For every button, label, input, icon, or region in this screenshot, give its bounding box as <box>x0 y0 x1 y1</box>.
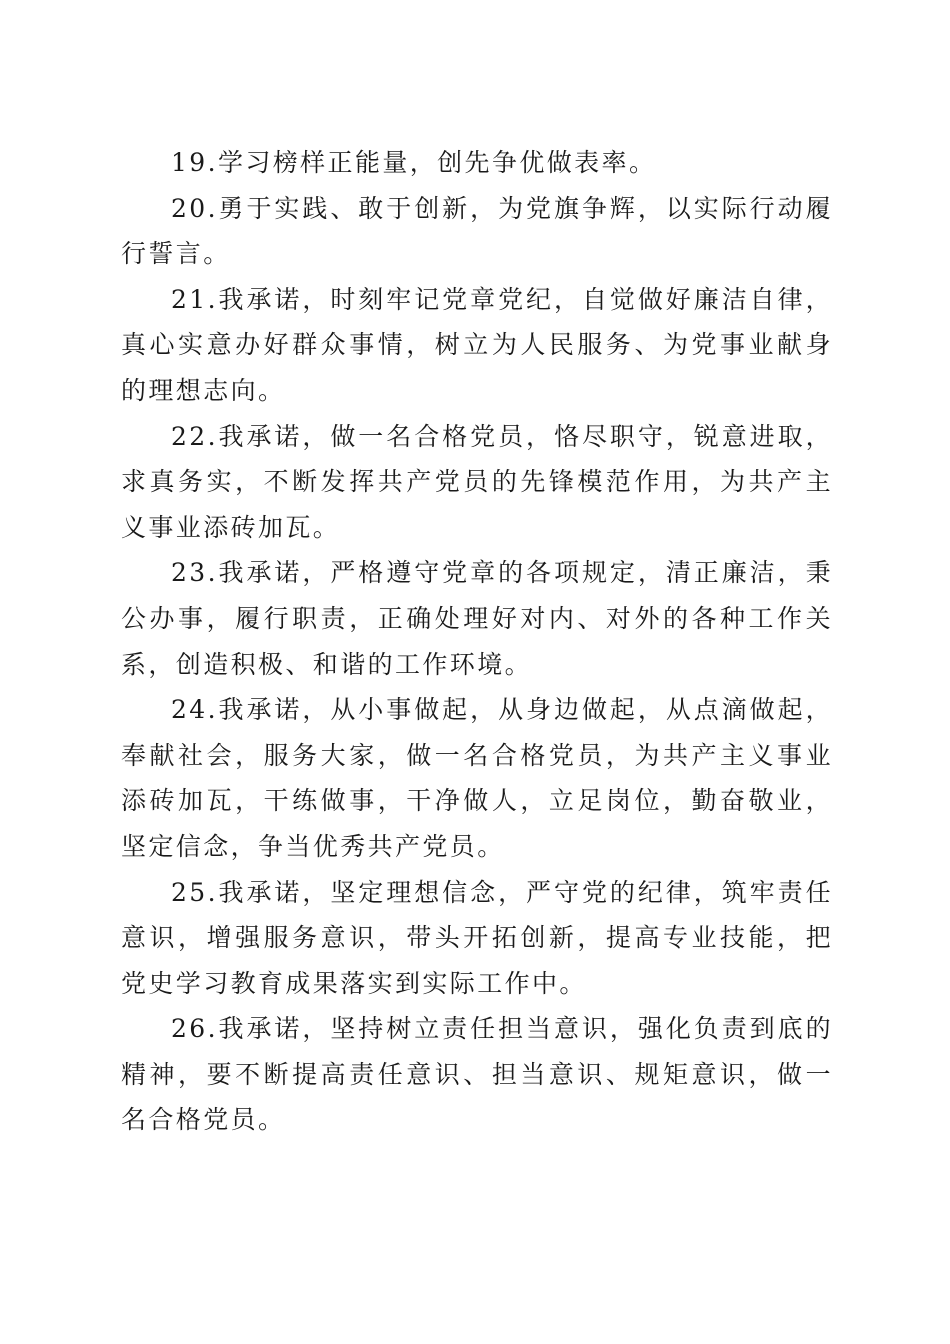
paragraph-24: 24.我承诺，从小事做起，从身边做起，从点滴做起，奉献社会，服务大家，做一名合格党员，为共产主义事业添砖加瓦，干练做事，干净做人，立足岗位，勤奋敬业，坚定信念，争当优秀共产党员。 <box>121 695 833 861</box>
paragraph-26: 26.我承诺，坚持树立责任担当意识，强化负责到底的精神，要不断提高责任意识、担当意识、规矩意识，做一名合格党员。 <box>121 1014 833 1135</box>
paragraph-20: 20.勇于实践、敢于创新，为党旗争辉，以实际行动履行誓言。 <box>121 193 833 269</box>
paragraph-22: 22.我承诺，做一名合格党员，恪尽职守，锐意进取，求真务实，不断发挥共产党员的先锋模范作用，为共产主义事业添砖加瓦。 <box>121 421 833 542</box>
document-body <box>121 140 833 1143</box>
paragraph-25: 25.我承诺，坚定理想信念，严守党的纪律，筑牢责任意识，增强服务意识，带头开拓创新，提高专业技能，把党史学习教育成果落实到实际工作中。 <box>121 877 833 998</box>
paragraph-23: 23.我承诺，严格遵守党章的各项规定，清正廉洁，秉公办事，履行职责，正确处理好对内、对外的各种工作关系，创造积极、和谐的工作环境。 <box>121 558 833 679</box>
paragraph-19: 19.学习榜样正能量，创先争优做表率。 <box>171 148 657 177</box>
paragraph-21: 21.我承诺，时刻牢记党章党纪，自觉做好廉洁自律，真心实意办好群众事情，树立为人民服务、为党事业献身的理想志向。 <box>121 284 833 405</box>
